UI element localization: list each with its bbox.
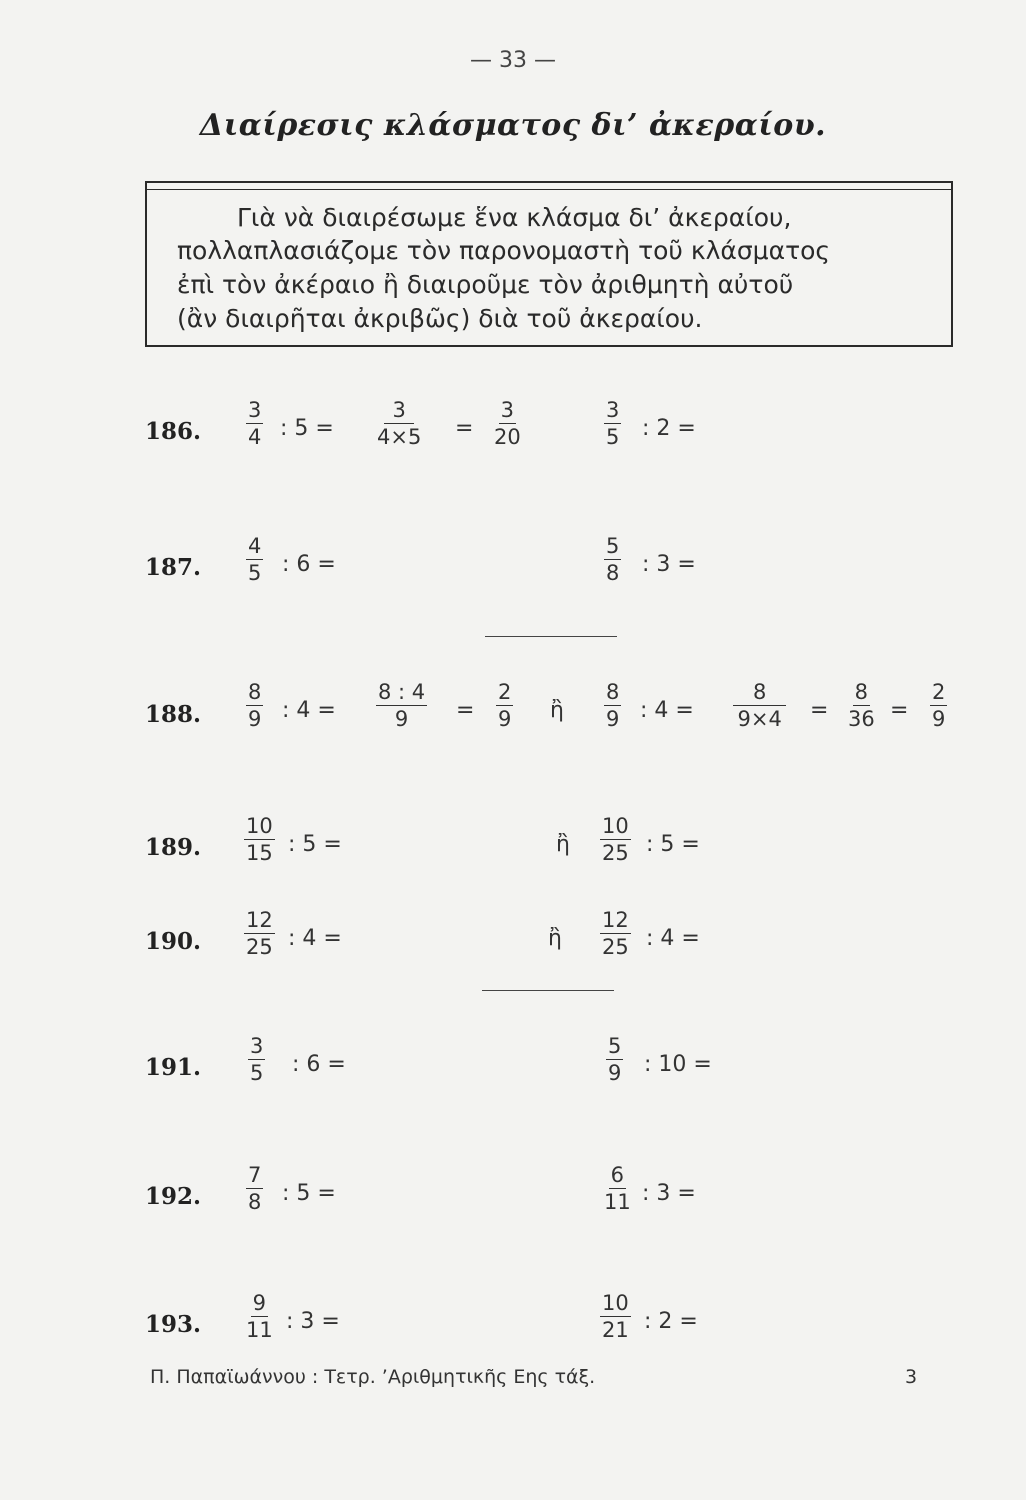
- denominator: 9: [606, 707, 620, 732]
- or-word: ἢ: [556, 832, 570, 857]
- fraction: [604, 534, 621, 585]
- denominator: 9: [608, 1061, 622, 1086]
- numerator: 3: [499, 398, 516, 424]
- fraction: [930, 680, 947, 731]
- numerator: 8: [733, 680, 786, 706]
- rule-line-2: πολλαπλασιάζομε τὸν παρονομαστὴ τοῦ κλάσματος: [177, 236, 831, 265]
- operation: : 2 =: [644, 1309, 698, 1334]
- denominator: 9: [498, 707, 512, 732]
- operation: : 4 =: [640, 698, 694, 723]
- fraction: [600, 908, 631, 959]
- numerator: 9: [251, 1291, 268, 1317]
- exercise-number: 190.: [145, 928, 202, 955]
- numerator: 3: [246, 398, 263, 424]
- exercise-number: 187.: [145, 554, 202, 581]
- denominator: 9: [248, 707, 262, 732]
- fraction: [244, 1291, 275, 1342]
- exercise-number: 192.: [145, 1183, 202, 1210]
- separator-line: [485, 636, 617, 637]
- or-word: ἢ: [548, 926, 562, 951]
- numerator: 4: [246, 534, 263, 560]
- rule-line-1: Γιὰ νὰ διαιρέσωμε ἕνα κλάσμα δι’ ἀκεραίου,: [237, 203, 792, 232]
- page-number: — 33 —: [470, 48, 556, 73]
- fraction: [376, 680, 427, 731]
- fraction: [496, 680, 513, 731]
- denominator: 15: [246, 841, 273, 866]
- numerator: 8 : 4: [376, 680, 427, 706]
- denominator: 8: [248, 1190, 262, 1215]
- operation: : 5 =: [282, 1181, 336, 1206]
- fraction: [733, 680, 786, 731]
- denominator: 21: [602, 1318, 629, 1343]
- denominator: 20: [494, 425, 521, 450]
- separator-line: [482, 990, 614, 991]
- operation: : 4 =: [288, 926, 342, 951]
- denominator: 25: [246, 935, 273, 960]
- equals-sign: =: [810, 698, 829, 723]
- numerator: 12: [244, 908, 275, 934]
- numerator: 12: [600, 908, 631, 934]
- denominator: 9: [394, 707, 409, 732]
- fraction: [375, 398, 423, 449]
- fraction: [492, 398, 523, 449]
- operation: : 5 =: [288, 832, 342, 857]
- numerator: 5: [606, 1034, 623, 1060]
- fraction: [248, 1034, 265, 1085]
- numerator: 3: [248, 1034, 265, 1060]
- operation: : 3 =: [286, 1309, 340, 1334]
- numerator: 10: [600, 1291, 631, 1317]
- denominator: 8: [606, 561, 620, 586]
- denominator: 11: [246, 1318, 273, 1343]
- numerator: 10: [244, 814, 275, 840]
- denominator: 5: [250, 1061, 264, 1086]
- rule-line-4: (ἂν διαιρῆται ἀκριβῶς) διὰ τοῦ ἀκεραίου.: [177, 304, 703, 333]
- numerator: 3: [604, 398, 621, 424]
- numerator: 8: [853, 680, 870, 706]
- fraction: [246, 1163, 263, 1214]
- fraction: [604, 398, 621, 449]
- operation: : 5 =: [646, 832, 700, 857]
- operation: : 4 =: [282, 698, 336, 723]
- numerator: 6: [609, 1163, 626, 1189]
- fraction: [846, 680, 877, 731]
- fraction: [244, 814, 275, 865]
- fraction: [606, 1034, 623, 1085]
- denominator: 5: [248, 561, 262, 586]
- equals-sign: =: [456, 698, 475, 723]
- fraction: [602, 1163, 633, 1214]
- denominator: 25: [602, 935, 629, 960]
- denominator: 4×5: [377, 425, 422, 450]
- exercise-number: 186.: [145, 418, 202, 445]
- operation: : 6 =: [292, 1052, 346, 1077]
- operation: : 6 =: [282, 552, 336, 577]
- denominator: 11: [604, 1190, 631, 1215]
- fraction: [246, 680, 263, 731]
- exercise-number: 191.: [145, 1054, 202, 1081]
- fraction: [246, 534, 263, 585]
- signature-number: 3: [905, 1366, 918, 1388]
- exercise-number: 193.: [145, 1311, 202, 1338]
- denominator: 25: [602, 841, 629, 866]
- equals-sign: =: [890, 698, 909, 723]
- denominator: 5: [606, 425, 620, 450]
- denominator: 9: [932, 707, 946, 732]
- rule-line-3: ἐπὶ τὸν ἀκέραιο ἢ διαιροῦμε τὸν ἀριθμητὴ αὐτοῦ: [177, 270, 794, 299]
- denominator: 4: [248, 425, 262, 450]
- rule-box-inner-border: [145, 189, 953, 190]
- numerator: 2: [496, 680, 513, 706]
- numerator: 2: [930, 680, 947, 706]
- footer-credit: Π. Παπαϊωάννου : Τετρ. ’Αριθμητικῆς Εης τάξ.: [150, 1366, 596, 1388]
- rule-box: [145, 181, 953, 347]
- fraction: [244, 908, 275, 959]
- numerator: 8: [604, 680, 621, 706]
- or-word: ἢ: [550, 698, 564, 723]
- denominator: 9×4: [737, 707, 782, 732]
- operation: : 3 =: [642, 552, 696, 577]
- numerator: 5: [604, 534, 621, 560]
- numerator: 3: [384, 398, 413, 424]
- denominator: 36: [848, 707, 875, 732]
- exercise-number: 188.: [145, 701, 202, 728]
- operation: : 5 =: [280, 416, 334, 441]
- numerator: 8: [246, 680, 263, 706]
- operation: : 3 =: [642, 1181, 696, 1206]
- equals-sign: =: [455, 416, 474, 441]
- operation: : 4 =: [646, 926, 700, 951]
- operation: : 10 =: [644, 1052, 712, 1077]
- fraction: [600, 814, 631, 865]
- operation: : 2 =: [642, 416, 696, 441]
- numerator: 10: [600, 814, 631, 840]
- page-title: Διαίρεσις κλάσματος δι’ ἀκεραίου.: [199, 108, 827, 143]
- fraction: [600, 1291, 631, 1342]
- numerator: 7: [246, 1163, 263, 1189]
- fraction: [246, 398, 263, 449]
- exercise-number: 189.: [145, 834, 202, 861]
- fraction: [604, 680, 621, 731]
